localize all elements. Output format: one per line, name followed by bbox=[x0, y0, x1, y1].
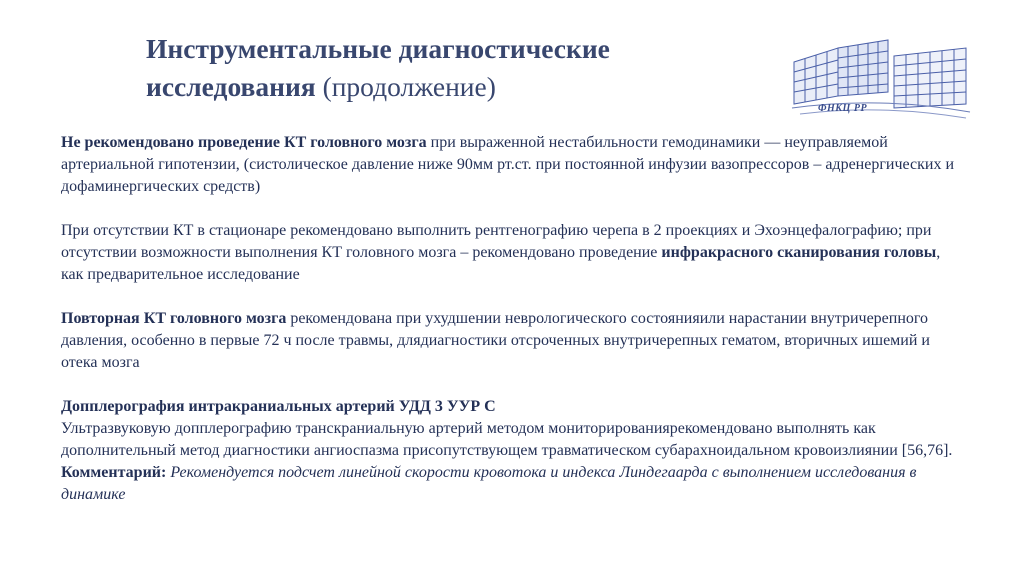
paragraph-text: При отсутствии КТ в стационаре рекомендовано выполнить рентгенографию черепа в 2 проекциях и Эхоэнцефалографию; при отсутствии возможности выполнения КТ головного мозга – рекомендовано проведение bbox=[61, 222, 932, 261]
paragraph-no-ct-alternative bbox=[61, 220, 961, 286]
comment-label: Комментарий: bbox=[61, 464, 167, 481]
title-continuation: (продолжение) bbox=[322, 71, 496, 102]
comment-text: Рекомендуется подсчет линейной скорости кровотока и индекса Линдегаарда с выполнением исследования в динамике bbox=[61, 464, 917, 503]
doppler-text: Ультразвуковую допплерографию транскраниальную артерий методом мониторированиярекомендовано выполнять как дополнительный метод диагностики ангиоспазма присопутствующем травматическом субарахноидальном кровоизлиянии [56,76]. bbox=[61, 420, 953, 459]
logo-caption: ФНКЦ РР bbox=[818, 103, 868, 114]
doppler-heading: Допплерография интракраниальных артерий УДД 3 УУР С bbox=[61, 398, 496, 415]
paragraph-text: рекомендована при ухудшении неврологического состоянияили нарастании внутричерепного давления, особенно в первые 72 ч после травмы, длядиагностики отсроченных внутричерепных гематом, вторичных ишемий и отека мозга bbox=[61, 310, 930, 371]
paragraph-bold-lead: Повторная КТ головного мозга bbox=[61, 310, 287, 327]
title-main: Инструментальные диагностические исследования bbox=[146, 33, 610, 102]
paragraph-bold-lead: Не рекомендовано проведение КТ головного мозга bbox=[61, 134, 427, 151]
paragraph-bold-term: инфракрасного сканирования головы bbox=[661, 244, 937, 261]
paragraph-ct-contraindication bbox=[61, 132, 961, 198]
slide-title bbox=[146, 30, 766, 106]
paragraph-doppler bbox=[61, 396, 961, 506]
building-logo bbox=[790, 34, 972, 134]
paragraph-text: при выраженной нестабильности гемодинамики — неуправляемой артериальной гипотензии, (систолическое давление ниже 90мм рт.ст. при постоянной инфузии вазопрессоров – адренергических и дофаминергических средств) bbox=[61, 134, 954, 195]
slide-body bbox=[61, 132, 961, 506]
paragraph-text-end: , как предварительное исследование bbox=[61, 244, 941, 283]
paragraph-repeat-ct bbox=[61, 308, 961, 374]
